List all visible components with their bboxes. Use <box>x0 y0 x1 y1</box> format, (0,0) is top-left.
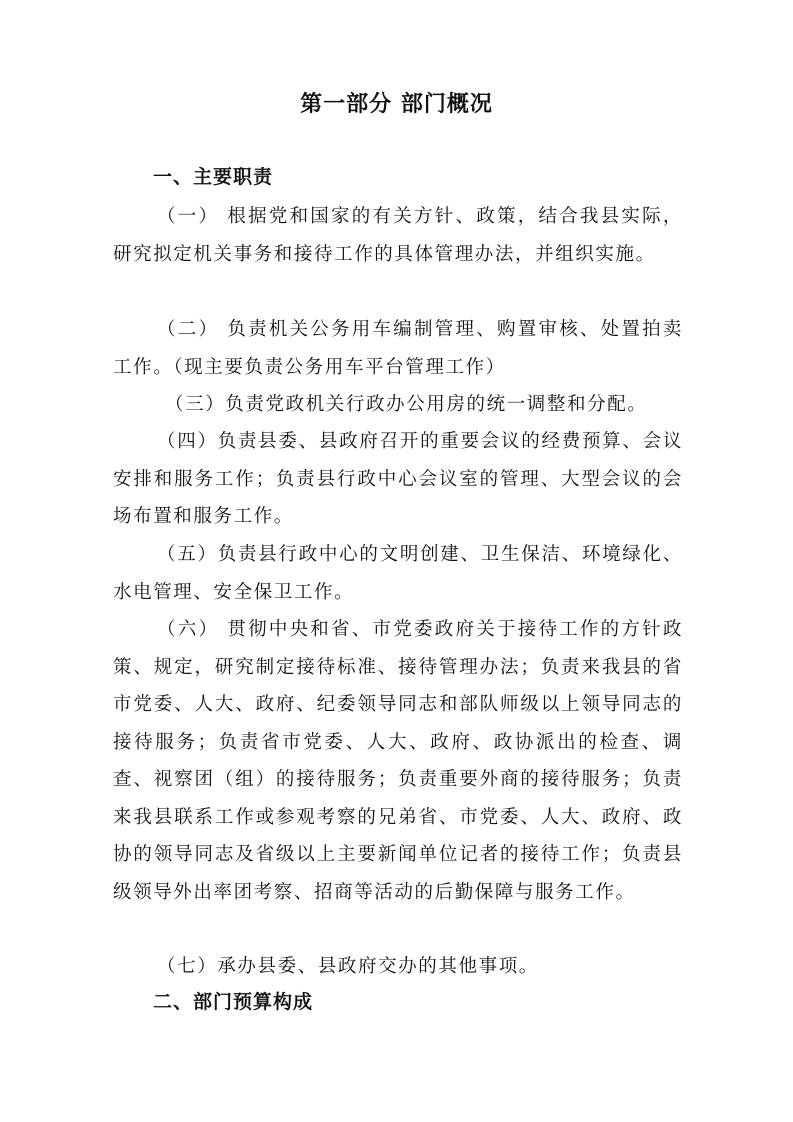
duty-item-3: （三）负责党政机关行政办公用房的统一调整和分配。 <box>165 394 648 415</box>
section-heading-budget-composition: 二、部门预算构成 <box>153 991 314 1013</box>
duty-item-6: （六） 贯彻中央和省、市党委政府关于接待工作的方针政策、规定，研究制定接待标准、接待管理办法；负责来我县的省市党委、人大、政府、纪委领导同志和部队师级以上领导同志的接待服务；负责省市党委、人大、政府、政协派出的检查、调查、视察团（组）的接待服务；负责重要外商的接待服务；负责来我县联系工作或参观考察的兄弟省、市党委、人大、政府、政协的领导同志及省级以上主要新闻单位记者的接待工作；负责县级领导外出率团考察、招商等活动的后勤保障与服务工作。 <box>113 619 683 903</box>
duty-item-1: （一） 根据党和国家的有关方针、政策，结合我县实际，研究拟定机关事务和接待工作的具体管理办法，并组织实施。 <box>113 206 683 265</box>
duty-item-5: （五）负责县行政中心的文明创建、卫生保洁、环境绿化、水电管理、安全保卫工作。 <box>113 544 683 603</box>
duty-item-2: （二） 负责机关公务用车编制管理、购置审核、处置拍卖工作。（现主要负责公务用车平台管理工作） <box>113 319 683 378</box>
duty-item-4: （四）负责县委、县政府召开的重要会议的经费预算、会议安排和服务工作；负责县行政中心会议室的管理、大型会议的会场布置和服务工作。 <box>113 431 683 527</box>
section-heading-main-duties: 一、主要职责 <box>153 166 274 188</box>
page-title: 第一部分 部门概况 <box>300 92 493 117</box>
duty-item-7: （七）承办县委、县政府交办的其他事项。 <box>157 956 539 977</box>
